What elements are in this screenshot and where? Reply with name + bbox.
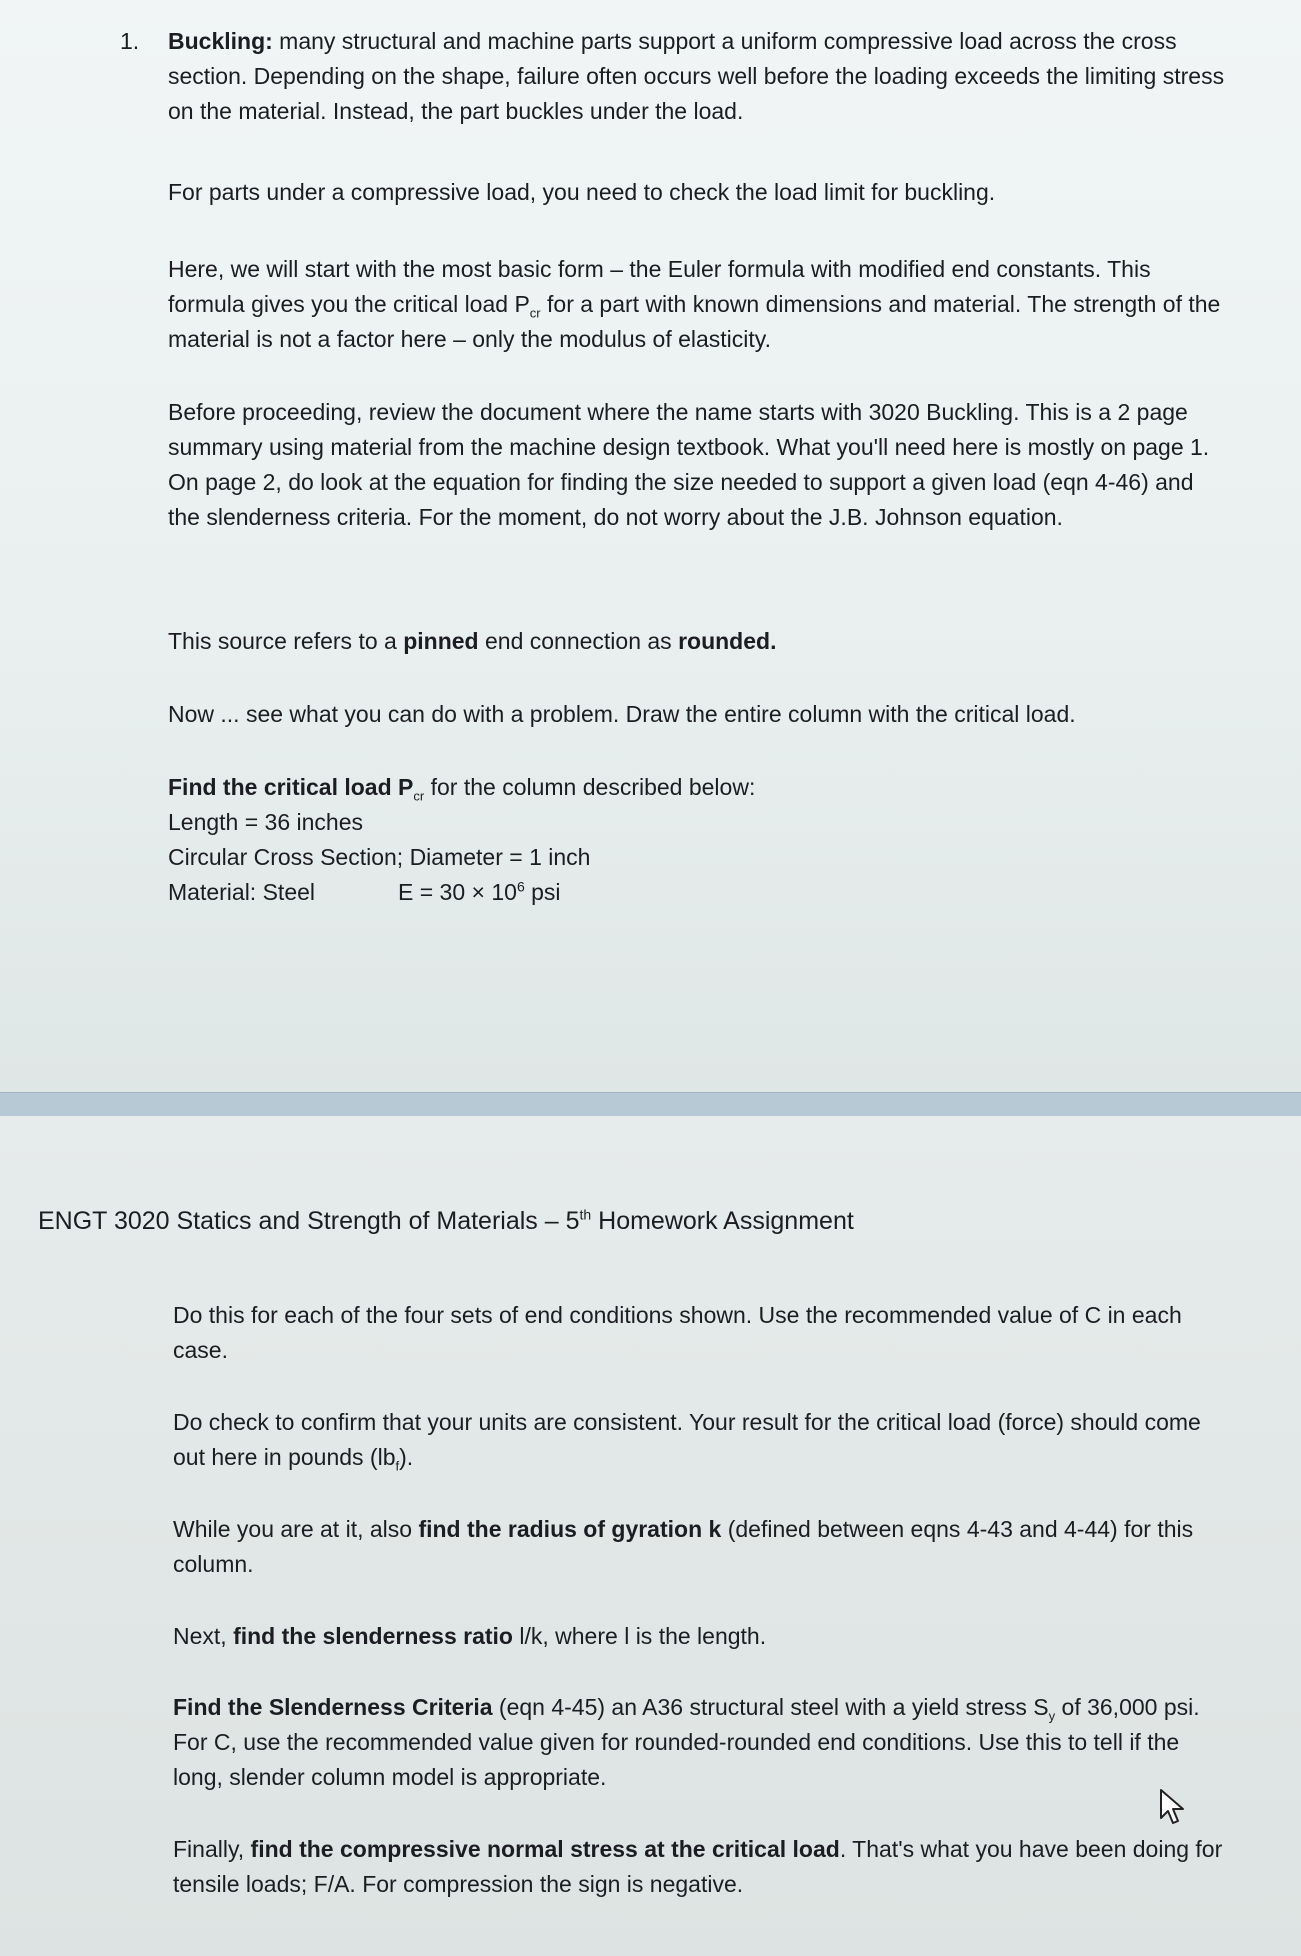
criteria-bold: Find the Slenderness Criteria xyxy=(173,1694,493,1720)
now-text: Now ... see what you can do with a problem. Draw the entire column with the critical load. xyxy=(168,701,1076,727)
euler-text-1: Here, we will start with the most basic form – the Euler formula with modified end constants. This formula gives you the critical load P xyxy=(168,256,1151,317)
final-bold: find the compressive normal stress at the critical load xyxy=(250,1836,840,1862)
check-text: For parts under a compressive load, you need to check the load limit for buckling. xyxy=(168,179,996,205)
intro-text: many structural and machine parts support a uniform compressive load across the cross section. Depending on the shape, failure often occurs well before the loading exceeds the limiting stress on the material. Instead, the part buckles under the load. xyxy=(168,28,1225,124)
source-paragraph xyxy=(168,624,1228,659)
buckling-term: Buckling: xyxy=(168,28,273,54)
euler-text-2: for a part with known dimensions and material. The strength of the material is not a factor here – only the modulus of elasticity. xyxy=(168,291,1221,352)
review-paragraph xyxy=(168,395,1228,535)
pinned-term: pinned xyxy=(403,628,479,654)
four-sets-paragraph xyxy=(173,1298,1233,1368)
slenderness-text-2: l/k, where l is the length. xyxy=(519,1623,767,1649)
heading-text-1: ENGT 3020 Statics and Strength of Materials – 5 xyxy=(38,1207,580,1235)
given-section: Circular Cross Section; Diameter = 1 inch xyxy=(168,844,591,870)
source-text-2: end connection as xyxy=(484,628,672,654)
given-length: Length = 36 inches xyxy=(168,809,364,835)
find-text: for the column described below: xyxy=(430,774,756,800)
gyration-paragraph xyxy=(173,1512,1233,1582)
intro-paragraph xyxy=(168,24,1228,129)
gyration-bold: find the radius of gyration k xyxy=(418,1516,722,1542)
source-text-1: This source refers to a xyxy=(168,628,397,654)
criteria-text-2: of 36,000 psi. For C, use the recommended value given for rounded-rounded end conditions. Use this to tell if the long, slender column model is appropriate. xyxy=(173,1694,1200,1790)
given-material: Material: Steel xyxy=(168,879,316,905)
final-paragraph xyxy=(173,1832,1233,1902)
euler-subscript: cr xyxy=(529,305,541,321)
problem-number: 1. xyxy=(120,28,140,54)
slenderness-paragraph xyxy=(173,1619,1233,1654)
given-material-row xyxy=(168,875,1228,910)
check-paragraph xyxy=(168,175,1228,210)
find-critical-load-bold: Find the critical load P xyxy=(168,774,414,800)
assignment-heading xyxy=(38,1203,854,1239)
heading-superscript: th xyxy=(579,1206,592,1223)
mouse-pointer-icon xyxy=(1158,1788,1188,1828)
page-break-divider xyxy=(0,1092,1301,1118)
units-subscript: f xyxy=(395,1458,400,1474)
criteria-subscript: y xyxy=(1048,1708,1056,1724)
review-text: Before proceeding, review the document where the name starts with 3020 Buckling. This is a 2 page summary using material from the machine design textbook. What you'll need here is mostly on page 1. On page 2, do look at the equation for finding the size needed to support a given load (eqn 4-46) and the slenderness criteria. For the moment, do not worry about the J.B. Johnson equation. xyxy=(168,399,1210,530)
slenderness-text-1: Next, xyxy=(173,1623,227,1649)
gyration-text-1: While you are at it, also xyxy=(173,1516,413,1542)
rounded-term: rounded. xyxy=(678,628,777,654)
units-text-2: ). xyxy=(399,1444,414,1470)
modulus-base: E = 30 × 10 xyxy=(398,879,517,905)
four-sets-text: Do this for each of the four sets of end conditions shown. Use the recommended value of C in each case. xyxy=(173,1302,1182,1363)
criteria-paragraph xyxy=(173,1690,1233,1795)
modulus-unit: psi xyxy=(531,879,561,905)
units-paragraph xyxy=(173,1405,1233,1475)
find-subscript: cr xyxy=(413,788,425,804)
modulus-exponent: 6 xyxy=(516,878,525,895)
final-text-1: Finally, xyxy=(173,1836,245,1862)
heading-text-2: Homework Assignment xyxy=(598,1207,854,1235)
given-data xyxy=(168,770,1228,910)
euler-paragraph xyxy=(168,252,1228,357)
slenderness-bold: find the slenderness ratio xyxy=(233,1623,513,1649)
units-text-1: Do check to confirm that your units are consistent. Your result for the critical load (force) should come out here in pounds (lb xyxy=(173,1409,1201,1470)
criteria-text-1: (eqn 4-45) an A36 structural steel with a yield stress S xyxy=(498,1694,1049,1720)
now-paragraph xyxy=(168,697,1228,732)
gyration-text-2: (defined between eqns 4-43 and 4-44) for this column. xyxy=(173,1516,1194,1577)
final-text-2: . That's what you have been doing for tensile loads; F/A. For compression the sign is negative. xyxy=(173,1836,1223,1897)
given-modulus xyxy=(398,875,561,910)
